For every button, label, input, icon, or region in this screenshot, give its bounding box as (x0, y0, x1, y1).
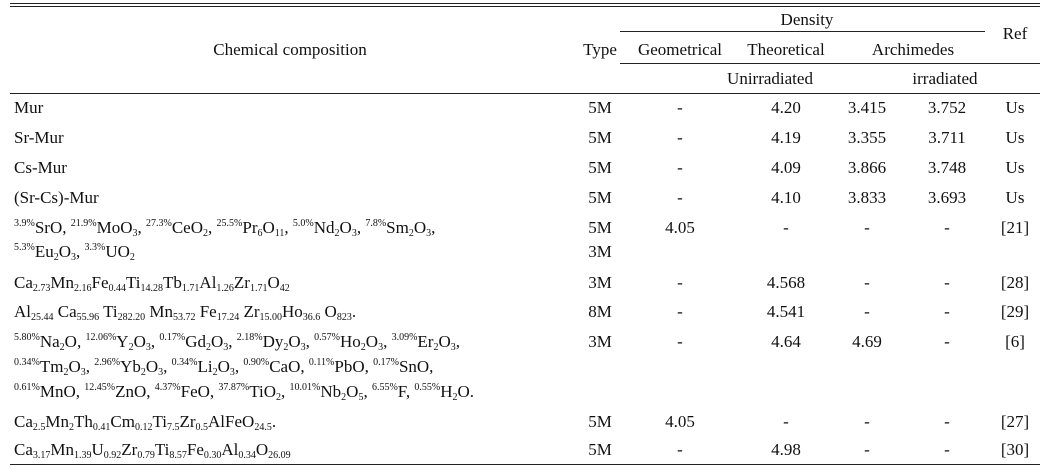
cell-a1: 3.415 (847, 98, 887, 117)
cell-theo: 4.98 (771, 440, 801, 459)
cell-a2: - (944, 218, 950, 237)
cell-ref: Us (1005, 98, 1025, 117)
header-ref: Ref (1002, 24, 1028, 43)
cell-a2: - (944, 273, 950, 292)
cell-type: 5M (588, 98, 612, 117)
cell-geom: - (677, 440, 683, 459)
composition-oxide-blend-line2: $^{0.34\%}Tm_2O_3$, $^{2.96\%}Yb_2O_3$, $^{0.34\%}Li_2O_3$, $^{0.90\%}$CaO, $^{0.11\%}$PbO, $^{0.17\%}$SnO, (14, 357, 434, 378)
cell-ref: [29] (1000, 302, 1030, 321)
cell-a1: 4.69 (852, 332, 882, 351)
cell-type: 5M (588, 440, 612, 459)
composition-mur: Mur (14, 98, 44, 117)
cell-type: 3M (588, 273, 612, 292)
composition-ca-mn-u-zr: $Ca_{3.17}Mn_{1.39}U_{0.92}Zr_{0.79}Ti_{8.57}Fe_{0.30}Al_{0.34}O_{26.09}$ (14, 440, 291, 461)
cell-ref: Us (1005, 128, 1025, 147)
cell-geom: - (677, 128, 683, 147)
cell-a2: 3.748 (927, 158, 967, 177)
cell-ref: [21] (1000, 218, 1030, 237)
header-theoretical: Theoretical (747, 40, 825, 59)
cell-geom: - (677, 98, 683, 117)
cell-a2: 3.711 (928, 128, 966, 147)
cell-theo: - (783, 412, 789, 431)
composition-oxide-mix-line1: $^{3.9\%}$SrO, $^{21.9\%}$MoO$_3$, $^{27.3\%}$CeO$_2$, $^{25.5\%}Pr_6O_{11}$, $^{5.0\%}Nd_2O_3$, $^{7.8\%}Sm_2O_3$, (14, 218, 436, 239)
cell-geom: - (677, 188, 683, 207)
header-unirradiated: Unirradiated (727, 69, 813, 88)
top-rule-inner (10, 6, 1040, 7)
composition-al-ca-ti-mn: $Al_{25.44}$ $Ca_{55.96}$ $Ti_{282.20}$ $Mn_{53.72}$ $Fe_{17.24}$ $Zr_{15.00}Ho_{36.6}$ $O_{823}$. (14, 302, 357, 323)
header-geometrical: Geometrical (637, 40, 722, 59)
cell-geom: 4.05 (665, 218, 695, 237)
cell-type: 3M (588, 332, 612, 351)
cell-a1: 3.833 (847, 188, 887, 207)
header-irradiated: irradiated (912, 69, 978, 88)
cell-geom: - (677, 158, 683, 177)
header-type: Type (583, 40, 617, 59)
cell-type: 5M (588, 128, 612, 147)
cell-geom: - (677, 332, 683, 351)
density-underline (620, 31, 985, 32)
cell-type-secondary: 3M (588, 242, 612, 261)
header-archimedes: Archimedes (871, 40, 955, 59)
header-density: Density (780, 10, 834, 29)
cell-ref: [30] (1000, 440, 1030, 459)
bottom-rule (10, 464, 1040, 465)
cell-theo: 4.09 (771, 158, 801, 177)
cell-a1: 3.866 (847, 158, 887, 177)
composition-oxide-mix-line2: $^{5.3\%}Eu_2O_3$, $^{3.3\%}UO_2$ (14, 242, 135, 263)
cell-theo: 4.20 (771, 98, 801, 117)
cell-ref: [6] (1005, 332, 1025, 351)
cell-theo: - (783, 218, 789, 237)
cell-type: 8M (588, 302, 612, 321)
archimedes-underline (620, 63, 1040, 64)
composition-sr-mur: Sr-Mur (14, 128, 64, 147)
cell-theo: 4.64 (771, 332, 801, 351)
composition-cs-mur: Cs-Mur (14, 158, 67, 177)
cell-ref: Us (1005, 188, 1025, 207)
cell-a1: - (864, 273, 870, 292)
cell-geom: - (677, 273, 683, 292)
cell-a1: - (864, 302, 870, 321)
composition-oxide-blend-line1: $^{5.80\%}Na_2O$, $^{12.06\%}Y_2O_3$, $^{0.17\%}Gd_2O_3$, $^{2.18\%}Dy_2O_3$, $^{0.57\%}Ho_2O_3$, $^{3.09\%}Er_2O_3$, (14, 332, 460, 353)
cell-a1: 3.355 (847, 128, 887, 147)
cell-a1: - (864, 218, 870, 237)
top-rule-outer (10, 3, 1040, 4)
cell-a2: - (944, 302, 950, 321)
cell-type: 5M (588, 188, 612, 207)
cell-theo: 4.568 (766, 273, 806, 292)
cell-type: 5M (588, 412, 612, 431)
composition-ca-mn-fe-ti-tb: $Ca_{2.73}Mn_{2.16}Fe_{0.44}Ti_{14.28}Tb_{1.71}Al_{1.26}Zr_{1.71}O_{42}$ (14, 273, 290, 294)
cell-a2: - (944, 440, 950, 459)
composition-ca-mn-th-cm: $Ca_{2.5}Mn_2Th_{0.41}Cm_{0.12}Ti_{7.5}Zr_{0.5}AlFeO_{24.5}$. (14, 412, 277, 433)
cell-geom: 4.05 (665, 412, 695, 431)
composition-oxide-blend-line3: $^{0.61\%}$MnO, $^{12.45\%}$ZnO, $^{4.37\%}$FeO, $^{37.87\%}$TiO$_2$, $^{10.01\%}Nb_2O_5$, $^{6.55\%}$F, $^{0.55\%}H_2O$. (14, 382, 475, 403)
cell-type: 5M (588, 218, 612, 237)
header-bottom-rule (10, 93, 1040, 94)
cell-a1: - (864, 412, 870, 431)
cell-a1: - (864, 440, 870, 459)
cell-a2: 3.752 (927, 98, 967, 117)
cell-ref: [28] (1000, 273, 1030, 292)
cell-geom: - (677, 302, 683, 321)
header-composition: Chemical composition (213, 40, 367, 59)
cell-theo: 4.10 (771, 188, 801, 207)
cell-ref: [27] (1000, 412, 1030, 431)
composition-sr-cs-mur: (Sr-Cs)-Mur (14, 188, 99, 207)
cell-a2: 3.693 (927, 188, 967, 207)
cell-theo: 4.541 (766, 302, 806, 321)
cell-a2: - (944, 412, 950, 431)
cell-type: 5M (588, 158, 612, 177)
cell-ref: Us (1005, 158, 1025, 177)
cell-a2: - (944, 332, 950, 351)
cell-theo: 4.19 (771, 128, 801, 147)
